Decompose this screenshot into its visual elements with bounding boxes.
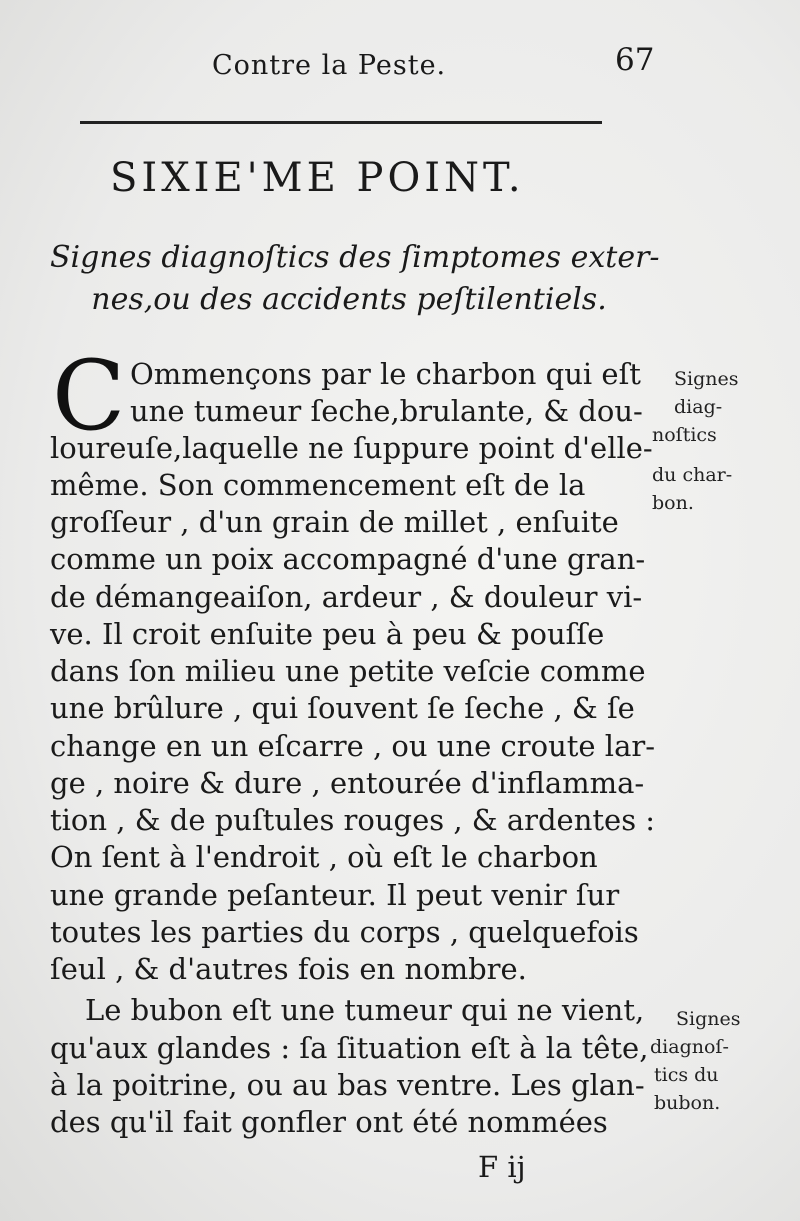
text-line: ge , noire & dure , entourée d'inflamma-: [50, 766, 645, 800]
text-line: à la poitrine, ou au bas ventre. Les glan-: [50, 1068, 645, 1102]
text-line: Le bubon eſt une tumeur qui ne vient,: [85, 993, 645, 1027]
header-rule: [80, 121, 602, 124]
margin-note-line: bon.: [652, 492, 694, 514]
text-line: ve. Il croit enſuite peu à peu & pouſſe: [50, 617, 605, 651]
drop-cap: C: [52, 340, 126, 452]
text-line: On ſent à l'endroit , où eſt le charbon: [50, 840, 598, 874]
text-line: loureuſe,laquelle ne ſuppure point d'elle-: [50, 431, 653, 465]
text-line: dans ſon milieu une petite veſcie comme: [50, 654, 646, 688]
page-number: 67: [615, 42, 655, 78]
margin-note-line: noſtics: [652, 424, 717, 446]
text-line: Ommençons par le charbon qui eſt: [130, 357, 641, 391]
signature-mark: F ij: [478, 1150, 526, 1184]
text-line: groſſeur , d'un grain de millet , enſuite: [50, 505, 619, 539]
margin-note-line: du char-: [652, 464, 733, 486]
text-line: toutes les parties du corps , quelquefois: [50, 915, 639, 949]
section-title: SIXIE'ME POINT.: [110, 155, 525, 201]
running-title: Contre la Peste.: [212, 50, 447, 81]
text-line: qu'aux glandes : ſa ſituation eſt à la tête,: [50, 1031, 649, 1065]
text-line: des qu'il fait gonfler ont été nommées: [50, 1105, 608, 1139]
text-line: tion , & de puſtules rouges , & ardentes :: [50, 803, 656, 837]
subtitle-line: nes,ou des accidents peſtilentiels.: [91, 282, 607, 317]
subtitle-line: Signes diagnoſtics des ſimptomes exter-: [50, 240, 660, 275]
margin-note-line: bubon.: [654, 1092, 721, 1114]
text-line: ſeul , & d'autres fois en nombre.: [50, 952, 527, 986]
margin-note-line: Signes: [674, 368, 739, 390]
text-line: une grande peſanteur. Il peut venir ſur: [50, 878, 620, 912]
margin-note-line: tics du: [654, 1064, 719, 1086]
text-line: une brûlure , qui ſouvent ſe ſeche , & ſe: [50, 691, 635, 725]
text-line: une tumeur ſeche,brulante, & dou-: [130, 394, 643, 428]
margin-note-line: diag-: [674, 396, 723, 418]
text-line: comme un poix accompagné d'une gran-: [50, 542, 646, 576]
margin-note-line: Signes: [676, 1008, 741, 1030]
text-line: de démangeaiſon, ardeur , & douleur vi-: [50, 580, 643, 614]
margin-note-line: diagnoſ-: [650, 1036, 729, 1058]
text-line: même. Son commencement eſt de la: [50, 468, 586, 502]
text-line: change en un eſcarre , ou une croute lar-: [50, 729, 656, 763]
